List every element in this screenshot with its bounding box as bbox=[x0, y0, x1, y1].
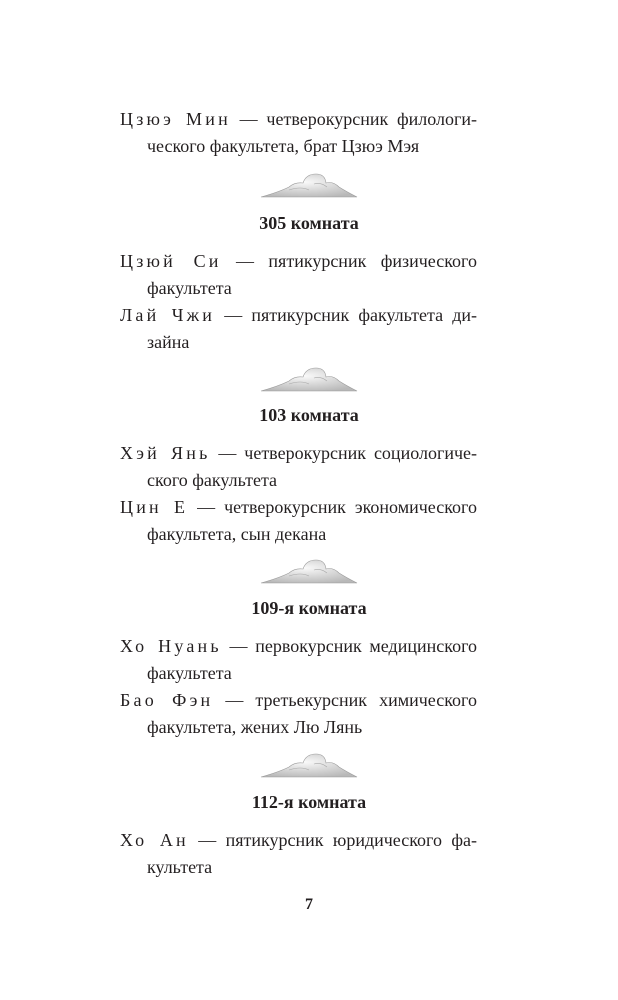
character-description-continued: факультета bbox=[147, 663, 232, 683]
character-description-continued: факультета, жених Лю Лянь bbox=[147, 717, 363, 737]
character-entry bbox=[120, 827, 477, 854]
cloud-ornament-icon bbox=[259, 170, 359, 200]
page-number: 7 bbox=[305, 896, 313, 913]
cloud-ornament-icon bbox=[259, 556, 359, 586]
character-name: Бао Фэн bbox=[120, 690, 214, 710]
character-name: Хэй Янь bbox=[120, 443, 211, 463]
character-name: Лай Чжи bbox=[120, 305, 216, 325]
character-description-continued: ского факультета bbox=[147, 470, 278, 490]
character-description-continued: факультета bbox=[147, 278, 232, 298]
character-list bbox=[120, 633, 477, 741]
character-description: — пятикурсник факультета ди- bbox=[215, 305, 477, 325]
character-entry bbox=[120, 494, 477, 521]
character-description: — пятикурсник физического bbox=[221, 251, 477, 271]
character-description: — пятикурсник юридического фа- bbox=[188, 830, 477, 850]
character-description-continued: факультета, сын декана bbox=[147, 524, 327, 544]
character-entry bbox=[120, 302, 477, 329]
character-description-continued: зайна bbox=[147, 332, 190, 352]
character-entry bbox=[120, 633, 477, 660]
character-entry bbox=[120, 687, 477, 714]
character-description: — четверокурсник филологи- bbox=[230, 109, 477, 129]
character-list bbox=[120, 106, 477, 160]
character-description: — четверокурсник социологиче- bbox=[210, 443, 477, 463]
character-name: Хо Ан bbox=[120, 830, 189, 850]
cloud-ornament-icon bbox=[259, 364, 359, 394]
room-heading: 305 комната bbox=[259, 213, 359, 233]
character-list bbox=[120, 248, 477, 356]
character-description-continued: культета bbox=[147, 857, 213, 877]
character-name: Цин Е bbox=[120, 497, 189, 517]
character-description-continued: ческого факультета, брат Цзюэ Мэя bbox=[147, 136, 420, 156]
character-entry bbox=[120, 106, 477, 133]
character-description: — четверокурсник экономического bbox=[188, 497, 477, 517]
character-list bbox=[120, 440, 477, 548]
character-entry bbox=[120, 248, 477, 275]
room-heading: 109-я комната bbox=[251, 598, 367, 618]
character-description: — первокурсник медицинского bbox=[221, 636, 477, 656]
room-heading: 103 комната bbox=[259, 405, 359, 425]
character-name: Хо Нуань bbox=[120, 636, 222, 656]
character-name: Цзюэ Мин bbox=[120, 109, 231, 129]
room-heading: 112-я комната bbox=[251, 792, 367, 812]
character-list bbox=[120, 827, 477, 881]
character-entry bbox=[120, 440, 477, 467]
character-name: Цзюй Си bbox=[120, 251, 222, 271]
character-description: — третьекурсник химического bbox=[213, 690, 477, 710]
cloud-ornament-icon bbox=[259, 750, 359, 780]
